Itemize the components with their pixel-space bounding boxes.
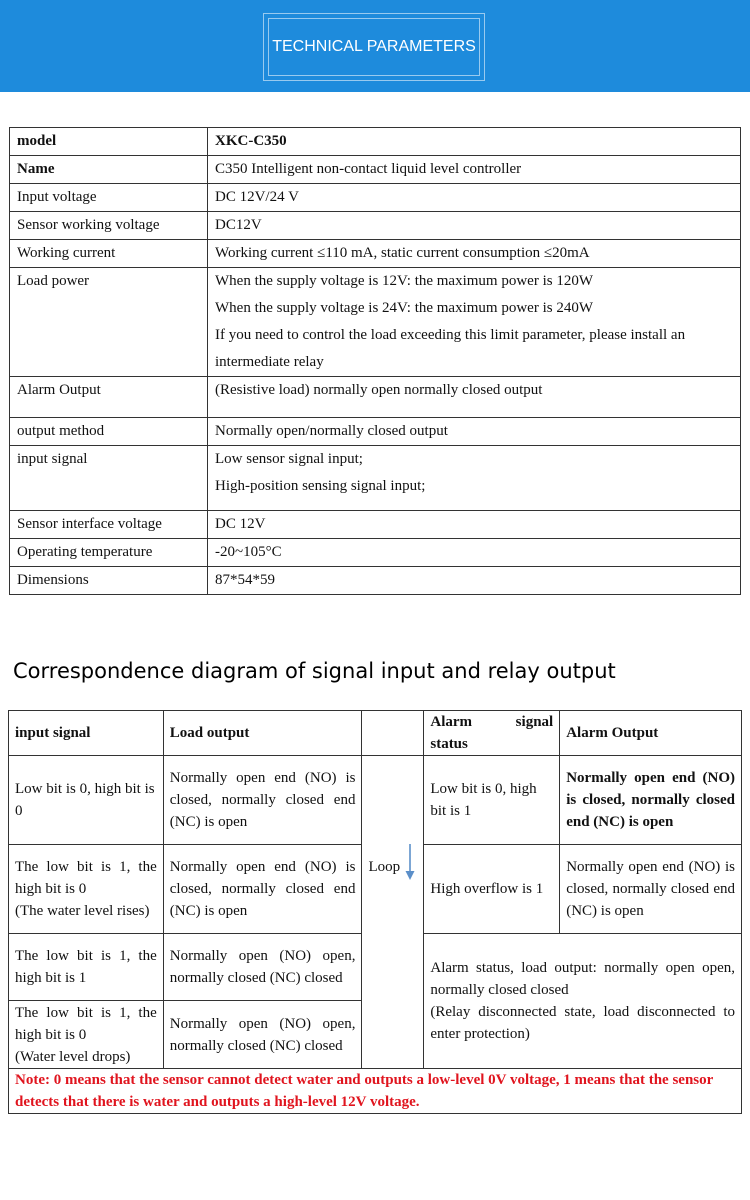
header-input-signal: input signal <box>9 711 164 756</box>
load-output-cell: Normally open end (NO) is closed, normally closed end (NC) is open <box>163 756 362 845</box>
alarm-output-cell: Normally open end (NO) is closed, normally closed end (NC) is open <box>560 845 742 934</box>
table-row <box>10 268 741 377</box>
param-value-output-method: Normally open/normally closed output <box>208 418 741 446</box>
table-row <box>10 511 741 539</box>
param-label-alarm-output: Alarm Output <box>10 377 208 418</box>
input-signal-cell <box>9 1001 164 1069</box>
header-load-output: Load output <box>163 711 362 756</box>
table-row <box>9 756 742 845</box>
load-output-cell: Normally open (NO) open, normally closed (NC) closed <box>163 934 362 1001</box>
param-label-load-power: Load power <box>10 268 208 377</box>
param-label-interface-voltage: Sensor interface voltage <box>10 511 208 539</box>
param-value-alarm-output: (Resistive load) normally open normally closed output <box>208 377 741 418</box>
param-value-interface-voltage: DC 12V <box>208 511 741 539</box>
load-output-cell: Normally open end (NO) is closed, normally closed end (NC) is open <box>163 845 362 934</box>
input-signal-text: The low bit is 1, the high bit is 0 <box>15 1004 157 1043</box>
input-signal-note: (The water level rises) <box>15 903 150 919</box>
table-row <box>10 539 741 567</box>
section-heading: Correspondence diagram of signal input and relay output <box>13 659 616 683</box>
param-value-load-power <box>208 268 741 377</box>
param-value-input-signal <box>208 446 741 511</box>
loop-label: Loop <box>368 859 401 875</box>
load-power-line: When the supply voltage is 24V: the maximum power is 240W <box>215 300 593 316</box>
alarm-summary-cell <box>424 934 742 1069</box>
input-signal-note: (Water level drops) <box>15 1048 131 1065</box>
input-signal-text: The low bit is 1, the high bit is 0 <box>15 859 157 897</box>
param-value-working-current: Working current ≤110 mA, static current consumption ≤20mA <box>208 240 741 268</box>
down-arrow-icon <box>404 844 416 880</box>
param-value-dimensions: 87*54*59 <box>208 567 741 595</box>
input-signal-line: Low sensor signal input; <box>215 451 363 467</box>
param-label-name: Name <box>10 156 208 184</box>
table-row <box>10 184 741 212</box>
alarm-status-cell: High overflow is 1 <box>424 845 560 934</box>
load-output-cell: Normally open (NO) open, normally closed (NC) closed <box>163 1001 362 1069</box>
table-row <box>9 1069 742 1114</box>
param-value-operating-temperature: -20~105°C <box>208 539 741 567</box>
input-signal-cell <box>9 845 164 934</box>
input-signal-cell: Low bit is 0, high bit is 0 <box>9 756 164 845</box>
table-row <box>10 212 741 240</box>
signal-relay-table <box>8 710 742 1114</box>
table-row <box>10 128 741 156</box>
table-row <box>10 156 741 184</box>
table-row <box>10 377 741 418</box>
table-row <box>10 240 741 268</box>
param-label-dimensions: Dimensions <box>10 567 208 595</box>
param-label-operating-temperature: Operating temperature <box>10 539 208 567</box>
alarm-status-cell: Low bit is 0, high bit is 1 <box>424 756 560 845</box>
param-value-sensor-voltage: DC12V <box>208 212 741 240</box>
load-power-line: When the supply voltage is 12V: the maximum power is 120W <box>215 273 593 289</box>
header-alarm-status: Alarm signal status <box>424 711 560 756</box>
table-row <box>10 418 741 446</box>
table-row <box>10 567 741 595</box>
param-label-input-voltage: Input voltage <box>10 184 208 212</box>
header-spacer <box>362 711 424 756</box>
input-signal-line: High-position sensing signal input; <box>215 478 426 494</box>
param-label-output-method: output method <box>10 418 208 446</box>
loop-cell <box>362 756 424 1069</box>
table-row <box>10 446 741 511</box>
alarm-summary-note: (Relay disconnected state, load disconnected to enter protection) <box>430 1004 735 1042</box>
param-value-model: XKC-C350 <box>208 128 741 156</box>
alarm-summary-text: Alarm status, load output: normally open open, normally closed closed <box>430 960 735 998</box>
page-title: TECHNICAL PARAMETERS <box>272 38 476 55</box>
load-power-line: If you need to control the load exceeding this limit parameter, please install an intermediate relay <box>215 327 686 370</box>
param-label-input-signal: input signal <box>10 446 208 511</box>
param-label-model: model <box>10 128 208 156</box>
parameters-table <box>9 127 741 595</box>
param-value-input-voltage: DC 12V/24 V <box>208 184 741 212</box>
param-label-working-current: Working current <box>10 240 208 268</box>
alarm-output-cell: Normally open end (NO) is closed, normally closed end (NC) is open <box>560 756 742 845</box>
table-header-row <box>9 711 742 756</box>
param-value-name: C350 Intelligent non-contact liquid level controller <box>208 156 741 184</box>
header-alarm-output: Alarm Output <box>560 711 742 756</box>
note-text: Note: 0 means that the sensor cannot detect water and outputs a low-level 0V voltage, 1 means that the sensor detects that there is water and outputs a high-level 12V voltage. <box>9 1069 742 1114</box>
param-label-sensor-voltage: Sensor working voltage <box>10 212 208 240</box>
input-signal-cell: The low bit is 1, the high bit is 1 <box>9 934 164 1001</box>
